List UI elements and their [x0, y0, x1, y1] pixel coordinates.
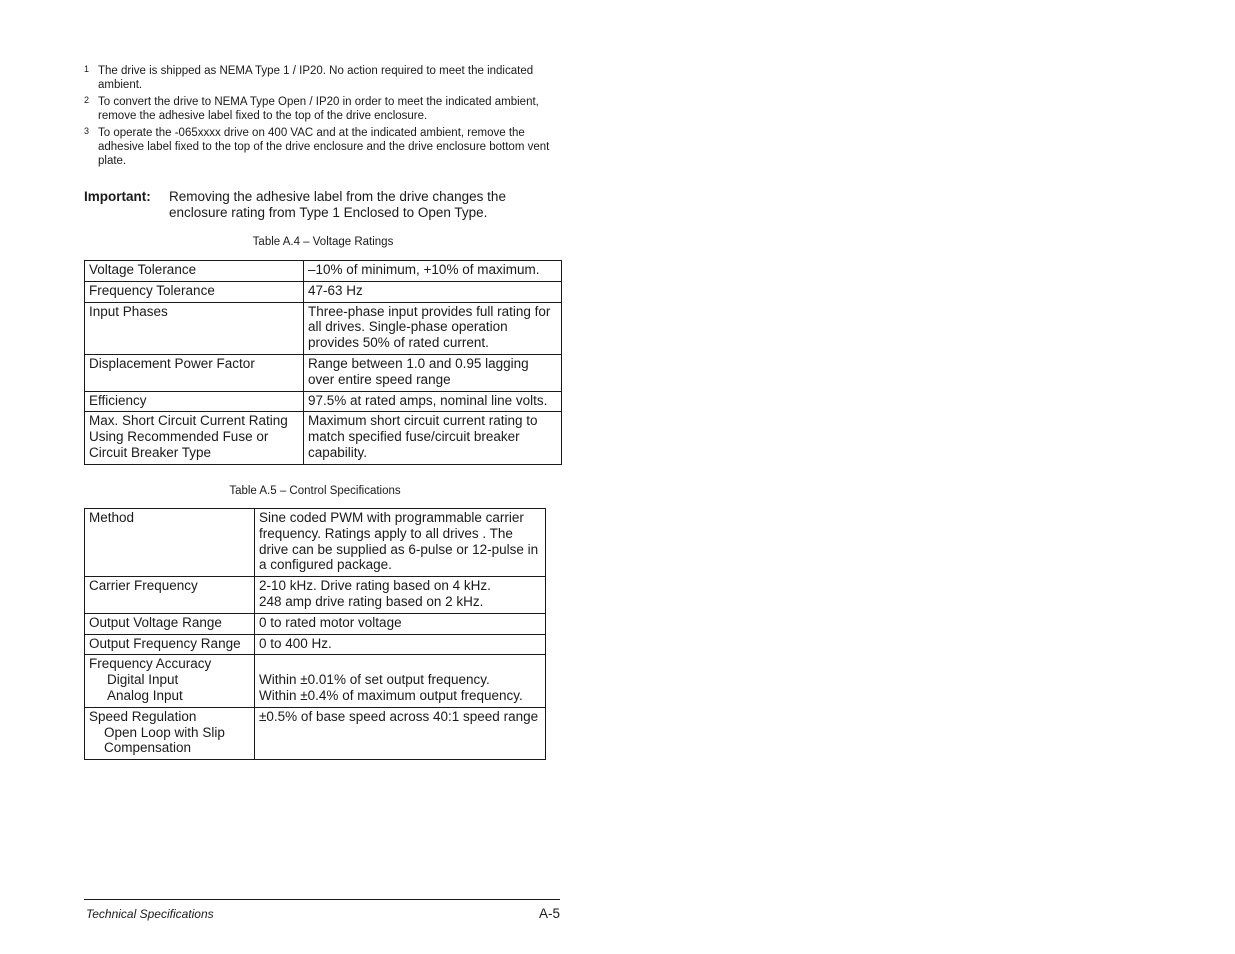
- control-specifications-table: [84, 508, 546, 760]
- table-cell-value: Three-phase input provides full rating for all drives. Single-phase operation provides 50% of rated current.: [304, 302, 562, 354]
- table-cell-value: Maximum short circuit current rating to match specified fuse/circuit breaker capability.: [304, 412, 562, 464]
- table-cell-param: [85, 707, 255, 759]
- table-cell-param: Voltage Tolerance: [85, 261, 304, 282]
- value-line: 2-10 kHz. Drive rating based on 4 kHz.: [259, 578, 491, 594]
- table-cell-param: Method: [85, 509, 255, 577]
- footnote-3: [84, 126, 562, 168]
- footnote-text: To convert the drive to NEMA Type Open / IP20 in order to meet the indicated ambient, remove the adhesive label fixed to the top of the drive enclosure.: [98, 96, 539, 122]
- table-cell-value: 47-63 Hz: [304, 281, 562, 302]
- table-cell-param: Output Frequency Range: [85, 634, 255, 655]
- footer-section-title: Technical Specifications: [86, 907, 214, 921]
- table-cell-param: Efficiency: [85, 391, 304, 412]
- table-cell-param: Input Phases: [85, 302, 304, 354]
- important-text: Removing the adhesive label from the drive changes the enclosure rating from Type 1 Enclosed to Open Type.: [169, 189, 506, 220]
- table-cell-value: [255, 577, 546, 614]
- table-cell-value: –10% of minimum, +10% of maximum.: [304, 261, 562, 282]
- table-cell-value: 97.5% at rated amps, nominal line volts.: [304, 391, 562, 412]
- important-note: [84, 189, 562, 221]
- table-cell-param: Max. Short Circuit Current Rating Using Recommended Fuse or Circuit Breaker Type: [85, 412, 304, 464]
- table-cell-value: Sine coded PWM with programmable carrier frequency. Ratings apply to all drives . The drive can be supplied as 6-pulse or 12-pulse in a configured package.: [255, 509, 546, 577]
- table-row: [85, 391, 562, 412]
- footnote-number: 2: [84, 95, 90, 105]
- value-line: Within ±0.4% of maximum output frequency.: [259, 687, 523, 703]
- footnote-2: [84, 95, 562, 123]
- param-subitem: Analog Input: [107, 687, 183, 703]
- footnotes: [84, 64, 562, 171]
- param-subitem: Digital Input: [107, 672, 179, 688]
- voltage-ratings-table: [84, 260, 562, 465]
- footnote-text: The drive is shipped as NEMA Type 1 / IP20. No action required to meet the indicated ambient.: [98, 65, 534, 91]
- footnote-number: 1: [84, 64, 90, 74]
- param-subitem: Compensation: [104, 740, 192, 756]
- table-cell-value: 0 to 400 Hz.: [255, 634, 546, 655]
- page-number: A-5: [538, 906, 560, 921]
- important-label: Important:: [84, 189, 151, 204]
- table-row: [85, 354, 562, 391]
- param-subitem: Open Loop with Slip: [104, 724, 225, 740]
- footnote-text: To operate the -065xxxx drive on 400 VAC and at the indicated ambient, remove the adhesive label fixed to the top of the drive enclosure and the drive enclosure bottom vent plate.: [98, 127, 550, 167]
- table-row: [85, 261, 562, 282]
- table-cell-param: [85, 655, 255, 707]
- table-row: [85, 613, 546, 634]
- footer-divider: [84, 899, 560, 900]
- value-line: 248 amp drive rating based on 2 kHz.: [259, 593, 484, 609]
- table-a4-caption: Table A.4 – Voltage Ratings: [252, 236, 394, 248]
- table-cell-value: Range between 1.0 and 0.95 lagging over entire speed range: [304, 354, 562, 391]
- table-row: [85, 655, 546, 707]
- param-heading: Speed Regulation: [89, 708, 197, 724]
- table-row: [85, 412, 562, 464]
- table-cell-param: Carrier Frequency: [85, 577, 255, 614]
- table-cell-param: Displacement Power Factor: [85, 354, 304, 391]
- table-row: [85, 281, 562, 302]
- table-row: [85, 634, 546, 655]
- table-cell-value: [255, 655, 546, 707]
- table-row: [85, 509, 546, 577]
- param-heading: Frequency Accuracy: [89, 656, 212, 672]
- value-line: Within ±0.01% of set output frequency.: [259, 672, 490, 688]
- footnote-number: 3: [84, 126, 90, 136]
- table-cell-param: Frequency Tolerance: [85, 281, 304, 302]
- table-row: [85, 707, 546, 759]
- table-a5-caption: Table A.5 – Control Specifications: [229, 485, 401, 497]
- footnote-1: [84, 64, 562, 92]
- table-cell-value: 0 to rated motor voltage: [255, 613, 546, 634]
- table-cell-param: Output Voltage Range: [85, 613, 255, 634]
- table-cell-value: ±0.5% of base speed across 40:1 speed range: [255, 707, 546, 759]
- table-row: [85, 577, 546, 614]
- table-row: [85, 302, 562, 354]
